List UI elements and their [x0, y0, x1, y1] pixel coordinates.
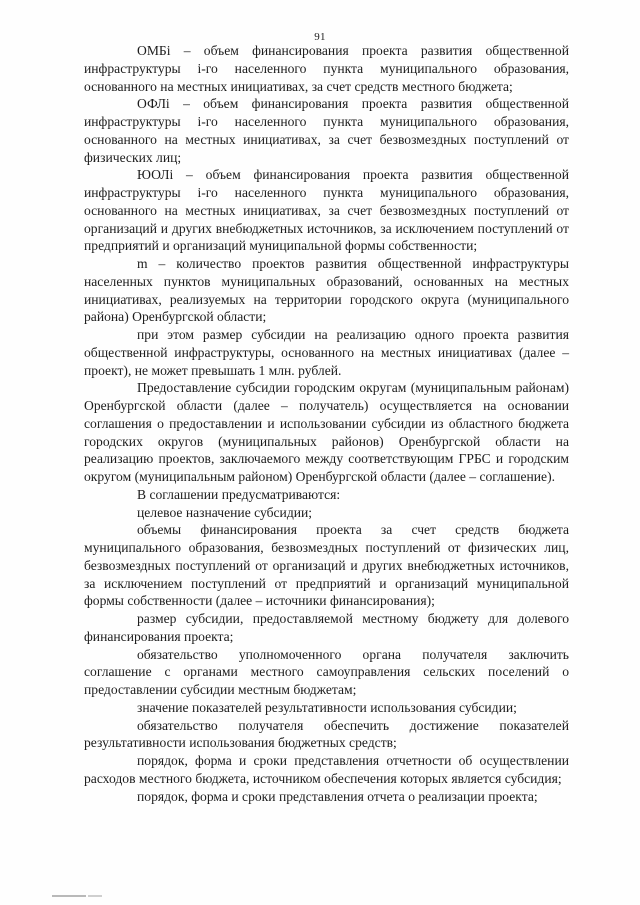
paragraph-yul: ЮОЛi – объем финансирования проекта развития общественной инфраструктуры i-го населенного пункта муниципального образования, основанного на местных инициативах, за счет безвозмездных поступлений от организаций и других внебюджетных источников, за исключением поступлений от предприятий и организаций муниципальной формы собственности;	[84, 167, 569, 254]
page-number: 91	[314, 31, 326, 43]
list-item: размер субсидии, предоставляемой местному бюджету для долевого финансирования проекта;	[84, 611, 569, 644]
scan-artifact	[52, 895, 86, 897]
list-item: значение показателей результативности использования субсидии;	[137, 699, 517, 715]
list-item: обязательство получателя обеспечить достижение показателей результативности использования бюджетных средств;	[84, 717, 569, 751]
paragraph-provision: Предоставление субсидии городским округам (муниципальным районам) Оренбургской области (далее – получатель) осуществляется на основании соглашения о предоставлении и использовании субсидии из областного бюджета городских округов (муниципальных районов) Оренбургской области на реализацию проектов, заключаемого между соответствующим ГРБС и городским округом (муниципальным районом) Оренбургской области (далее – соглашение).	[84, 380, 569, 484]
list-item: порядок, форма и сроки представления отчета о реализации проекта;	[137, 788, 538, 804]
list-item: порядок, форма и сроки представления отчетности об осуществлении расходов местного бюджета, источником обеспечения которых является субсидия;	[84, 753, 569, 786]
paragraph-ofl: ОФЛi – объем финансирования проекта развития общественной инфраструктуры i-го населенного пункта муниципального образования, основанного на местных инициативах, за счет безвозмездных поступлений от физических лиц;	[84, 96, 569, 165]
paragraph-m: m – количество проектов развития общественной инфраструктуры населенных пунктов муниципальных образований, основанных на местных инициативах, реализуемых на территории городского округа (муниципального района) Оренбургской области;	[84, 256, 569, 325]
paragraph-agreement-intro: В соглашении предусматриваются:	[137, 486, 341, 502]
list-item: целевое назначение субсидии;	[137, 504, 313, 520]
list-item: обязательство уполномоченного органа получателя заключить соглашение с органами местного самоуправления сельских поселений о предоставлении субсидии местным бюджетам;	[84, 646, 569, 697]
paragraph-subsidy-limit: при этом размер субсидии на реализацию одного проекта развития общественной инфраструктуры, основанного на местных инициативах (далее – проект), не может превышать 1 млн. рублей.	[84, 327, 569, 378]
document-body	[84, 42, 569, 805]
paragraph-omb: ОМБi – объем финансирования проекта развития общественной инфраструктуры i-го населенного пункта муниципального образования, основанного на местных инициативах, за счет средств местного бюджета;	[84, 43, 569, 94]
list-item: объемы финансирования проекта за счет средств бюджета муниципального образования, безвозмездных поступлений от физических лиц, безвозмездных поступлений от организаций и других внебюджетных источников, за исключением поступлений от предприятий и организаций муниципальной формы собственности (далее – источники финансирования);	[84, 522, 569, 609]
scan-artifact	[88, 895, 102, 897]
